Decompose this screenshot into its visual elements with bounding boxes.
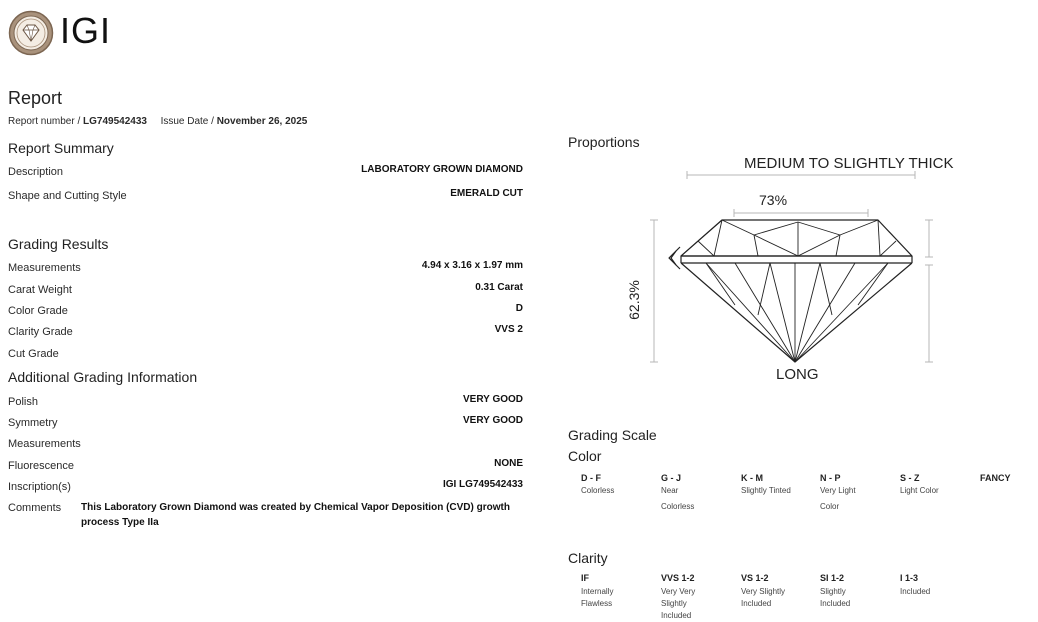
color-grade: K - M	[741, 473, 763, 483]
clarity-grade: I 1-3	[900, 573, 919, 583]
clarity-desc-2: Flawless	[581, 599, 613, 608]
clarity-grade: VVS 1-2	[661, 573, 695, 583]
additional-label-inscription: Inscription(s)	[8, 481, 71, 493]
clarity-desc-3: Included	[661, 611, 692, 620]
clarity-scale-item-vs	[741, 573, 785, 610]
clarity-desc: Very Very	[661, 587, 696, 596]
proportions-heading: Proportions	[568, 134, 640, 150]
additional-value-symmetry: VERY GOOD	[462, 415, 523, 426]
culet-label: LONG	[776, 366, 819, 383]
depth-percent: 62.3%	[625, 280, 642, 320]
summary-label-shape: Shape and Cutting Style	[8, 190, 127, 202]
comments-line-2: process Type IIa	[81, 517, 159, 528]
additional-heading: Additional Grading Information	[8, 369, 198, 385]
summary-value-description: LABORATORY GROWN DIAMOND	[361, 164, 523, 175]
summary-value-shape: EMERALD CUT	[450, 188, 523, 199]
issue-date-label: Issue Date /	[160, 116, 214, 127]
clarity-scale-heading: Clarity	[568, 550, 608, 566]
grading-label-clarity: Clarity Grade	[8, 326, 73, 338]
color-scale-item-gj	[661, 473, 694, 515]
grading-scale-heading: Grading Scale	[568, 427, 657, 443]
grading-label-carat: Carat Weight	[8, 284, 72, 296]
report-meta	[8, 116, 307, 127]
color-grade: G - J	[661, 473, 682, 483]
clarity-desc-2: Slightly	[661, 599, 687, 608]
additional-value-inscription: IGI LG749542433	[442, 479, 523, 490]
color-scale-heading: Color	[568, 448, 602, 464]
page-title: Report	[8, 88, 63, 108]
color-desc: Slightly Tinted	[741, 486, 791, 495]
grading-heading: Grading Results	[8, 236, 109, 252]
additional-value-fluorescence: NONE	[494, 458, 523, 469]
color-grade: S - Z	[900, 473, 920, 483]
grading-label-color: Color Grade	[8, 305, 68, 317]
additional-value-polish: VERY GOOD	[462, 394, 523, 405]
clarity-grade: SI 1-2	[820, 573, 845, 583]
issue-date-value: November 26, 2025	[216, 116, 308, 127]
color-grade: FANCY	[980, 473, 1011, 483]
clarity-desc-2: Included	[741, 599, 772, 608]
color-desc-2: Colorless	[661, 502, 695, 511]
color-scale-item-fancy	[980, 473, 1011, 483]
additional-label-fluorescence: Fluorescence	[8, 460, 75, 472]
igi-logo-text: IGI	[60, 10, 112, 51]
clarity-desc-2: Included	[820, 599, 851, 608]
clarity-desc: Included	[900, 587, 931, 596]
comments-text	[81, 500, 531, 530]
clarity-scale-item-i	[900, 573, 930, 598]
additional-label-polish: Polish	[8, 396, 38, 408]
grading-label-measurements: Measurements	[8, 262, 81, 274]
clarity-grade: IF	[581, 573, 589, 583]
comments-line-1: This Laboratory Grown Diamond was created by Chemical Vapor Deposition (CVD) growth	[81, 502, 510, 513]
color-desc: Light Color	[900, 486, 939, 495]
color-scale-item-sz	[900, 473, 939, 499]
grading-value-clarity: VVS 2	[494, 324, 523, 335]
grading-value-measurements: 4.94 x 3.16 x 1.97 mm	[421, 260, 523, 271]
color-grade: N - P	[820, 473, 841, 483]
grading-value-color: D	[515, 303, 523, 314]
clarity-grade: VS 1-2	[741, 573, 769, 583]
clarity-scale-item-if	[581, 573, 613, 610]
color-grade: D - F	[581, 473, 601, 483]
summary-heading: Report Summary	[8, 140, 114, 156]
clarity-scale-item-si	[820, 573, 850, 610]
igi-seal-icon	[8, 10, 54, 56]
girdle-label: MEDIUM TO SLIGHTLY THICK	[744, 155, 954, 172]
color-scale-item-df	[581, 473, 614, 499]
color-scale-item-km	[741, 473, 791, 499]
grading-value-carat: 0.31 Carat	[475, 282, 523, 293]
color-desc-2: Color	[820, 502, 840, 511]
color-desc: Very Light	[820, 486, 856, 495]
clarity-desc: Very Slightly	[741, 587, 786, 596]
clarity-scale-item-vvs	[661, 573, 695, 622]
clarity-desc: Slightly	[820, 587, 846, 596]
additional-label-measurements: Measurements	[8, 438, 81, 450]
additional-label-symmetry: Symmetry	[8, 417, 58, 429]
color-desc: Colorless	[581, 486, 615, 495]
diamond-proportions-diagram	[640, 165, 940, 370]
table-percent: 73%	[759, 192, 788, 208]
comments-label: Comments	[8, 502, 62, 514]
color-desc: Near	[661, 486, 679, 495]
report-number-label: Report number /	[8, 116, 81, 127]
report-number-value: LG749542433	[83, 116, 147, 127]
color-scale-item-np	[820, 473, 856, 515]
summary-label-description: Description	[8, 166, 64, 178]
grading-label-cut: Cut Grade	[8, 348, 59, 360]
clarity-desc: Internally	[581, 587, 614, 596]
